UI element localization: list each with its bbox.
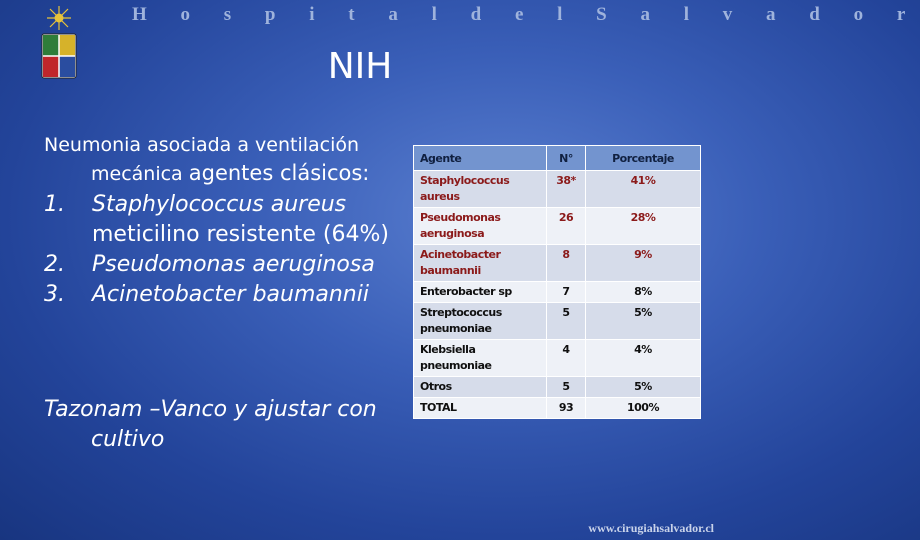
slide-title: NIH (327, 46, 393, 87)
closing-line-1: Tazonam –Vanco y ajustar con (44, 397, 377, 422)
list-plain-text: meticilino resistente (64%) (92, 222, 389, 247)
table-cell-n: 38* (547, 171, 586, 208)
list-italic-text: Acinetobacter baumannii (92, 282, 369, 307)
table-header-row (414, 146, 701, 171)
agents-table (413, 145, 701, 419)
list-item (44, 280, 414, 310)
closing-note (44, 395, 414, 455)
table-cell-n: 93 (547, 398, 586, 419)
table-cell-pct: 8% (586, 282, 701, 303)
table-cell-pct: 5% (586, 377, 701, 398)
table-row (414, 398, 701, 419)
table-cell-pct: 28% (586, 208, 701, 245)
table-row (414, 377, 701, 398)
agent-list (44, 190, 414, 310)
table-cell-n: 26 (547, 208, 586, 245)
header-agente: Agente (414, 146, 547, 171)
list-number: 2. (44, 252, 65, 277)
table-row (414, 245, 701, 282)
footer-url: www.cirugiahsalvador.cl (588, 521, 714, 535)
table-row (414, 282, 701, 303)
table-cell-agente: Klebsiella pneumoniae (414, 340, 547, 377)
table-row (414, 208, 701, 245)
table-cell-agente: Staphylococcus aureus (414, 171, 547, 208)
table-cell-n: 8 (547, 245, 586, 282)
table-cell-agente: Enterobacter sp (414, 282, 547, 303)
table-cell-agente: Streptococcus pneumoniae (414, 303, 547, 340)
table-cell-pct: 4% (586, 340, 701, 377)
table-cell-n: 4 (547, 340, 586, 377)
list-item (44, 190, 414, 250)
table-cell-n: 5 (547, 377, 586, 398)
table-cell-n: 7 (547, 282, 586, 303)
intro-line-1: Neumonia asociada a ventilación (44, 134, 360, 156)
table-cell-n: 5 (547, 303, 586, 340)
table-cell-agente: Otros (414, 377, 547, 398)
intro-line-2b: agentes clásicos: (188, 161, 370, 185)
header-porcentaje: Porcentaje (586, 146, 701, 171)
institution-name: H o s p i t a l d e l S a l v a d o r (132, 4, 920, 25)
list-number: 1. (44, 192, 65, 217)
table-cell-pct: 9% (586, 245, 701, 282)
table-cell-pct: 5% (586, 303, 701, 340)
table-cell-pct: 100% (586, 398, 701, 419)
body-text (44, 131, 414, 310)
table-row (414, 303, 701, 340)
intro-line-2a: mecánica (91, 163, 189, 185)
list-item (44, 250, 414, 280)
table-cell-agente: Pseudomonas aeruginosa (414, 208, 547, 245)
table-cell-agente: Acinetobacter baumannii (414, 245, 547, 282)
intro-paragraph (44, 131, 414, 188)
list-italic-text: Staphylococcus aureus (92, 192, 347, 217)
table-row (414, 171, 701, 208)
table-row (414, 340, 701, 377)
closing-line-2: cultivo (91, 427, 165, 452)
header-n: N° (547, 146, 586, 171)
table-cell-pct: 41% (586, 171, 701, 208)
table-cell-agente: TOTAL (414, 398, 547, 419)
list-italic-text: Pseudomonas aeruginosa (92, 252, 375, 277)
intro-line-2 (44, 159, 414, 188)
list-number: 3. (44, 282, 65, 307)
